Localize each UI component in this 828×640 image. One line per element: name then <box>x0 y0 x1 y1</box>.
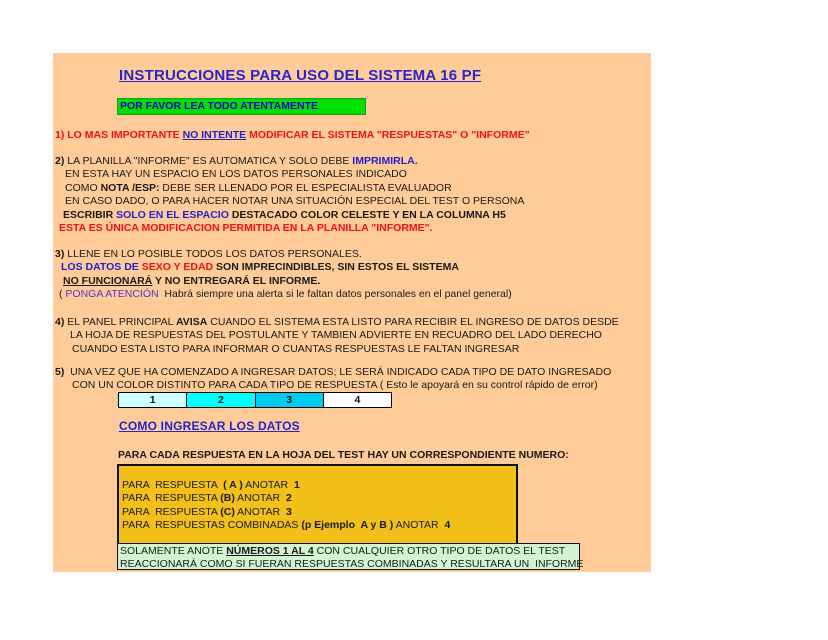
text-segment: (p Ejemplo A y B ) <box>301 519 394 532</box>
text-segment: 2 <box>285 492 292 505</box>
text-line <box>120 545 579 558</box>
text-segment: NÚMEROS 1 AL 4 <box>226 545 314 557</box>
instructions-panel <box>53 53 651 572</box>
answer-codes-box <box>117 464 518 555</box>
text-segment: SOLAMENTE ANOTE <box>120 545 227 557</box>
section-title-como-ingresar: COMO INGRESAR LOS DATOS <box>119 419 300 433</box>
instruction-item-3 <box>55 248 512 302</box>
instruction-item-1 <box>55 129 530 142</box>
text-segment: SOLO EN EL ESPACIO <box>116 208 229 221</box>
instruction-item-5 <box>55 366 611 393</box>
para-correspondiente-numero: PARA CADA RESPUESTA EN LA HOJA DEL TEST HAY UN CORRESPONDIENTE NUMERO: <box>118 449 569 461</box>
text-segment: AVISA <box>176 316 208 328</box>
text-segment: EL PANEL PRINCIPAL <box>64 316 176 328</box>
text-segment: ANOTAR <box>234 492 286 505</box>
text-segment: PARA RESPUESTA <box>122 492 221 505</box>
response-type-cell: 1 <box>118 392 187 408</box>
text-segment: EN ESTA HAY UN ESPACIO EN LOS DATOS PERSONALES INDICADO <box>65 168 407 181</box>
text-segment: CON UN COLOR DISTINTO PARA CADA TIPO DE RESPUESTA ( Esto le apoyará en su control rápido de error) <box>72 379 598 392</box>
text-segment: ( <box>59 288 66 301</box>
text-segment: NO FUNCIONARÁ <box>63 274 153 287</box>
warning-info-box <box>117 543 584 570</box>
text-segment: LA PLANILLA "INFORME" ES AUTOMATICA Y SOLO DEBE <box>64 155 353 167</box>
text-segment: 1 <box>293 479 300 491</box>
text-segment: Y NO ENTREGARÁ EL INFORME. <box>152 274 321 287</box>
text-segment: NO INTENTE <box>182 129 247 141</box>
text-line <box>55 168 524 181</box>
response-type-cell: 4 <box>324 392 392 408</box>
text-line <box>55 182 524 195</box>
text-line <box>55 379 611 392</box>
response-type-cell: 2 <box>187 392 255 408</box>
text-segment: ESCRIBIR <box>63 208 117 221</box>
text-segment: LA HOJA DE RESPUESTAS DEL POSTULANTE Y TAMBIEN ADVIERTE EN RECUADRO DEL LADO DERECHO <box>70 329 602 342</box>
text-segment: LOS DATOS DE <box>61 261 142 274</box>
text-segment: DESTACADO COLOR CELESTE Y EN LA COLUMNA H5 <box>228 208 506 221</box>
text-segment: IMPRIMIRLA. <box>352 155 418 167</box>
text-line <box>55 209 524 222</box>
text-segment: ( A ) <box>223 479 243 491</box>
text-segment: 4) <box>55 316 65 328</box>
text-segment: 1) LO MAS IMPORTANTE <box>55 129 183 141</box>
notice-banner <box>117 98 366 115</box>
text-segment: EN CASO DADO, O PARA HACER NOTAR UNA SITUACIÓN ESPECIAL DEL TEST O PERSONA <box>65 195 525 208</box>
text-segment: MODIFICAR EL SISTEMA "RESPUESTAS" O "INFORME" <box>246 129 530 141</box>
text-line <box>55 155 524 168</box>
text-segment: LLENE EN LO POSIBLE TODOS LOS DATOS PERSONALES. <box>64 248 362 260</box>
text-line <box>55 129 530 142</box>
text-segment: 3 <box>285 505 292 518</box>
text-segment: 5) <box>55 366 65 378</box>
text-segment: REACCIONARÁ COMO SI FUERAN RESPUESTAS COMBINADAS Y RESULTARA UN INFORME <box>120 557 584 570</box>
text-line <box>55 222 524 235</box>
text-line <box>55 366 611 379</box>
text-segment: PARA RESPUESTAS COMBINADAS <box>122 519 302 532</box>
text-line <box>122 479 516 492</box>
instruction-item-4 <box>55 316 619 356</box>
notice-banner-text: POR FAVOR LEA TODO ATENTAMENTE <box>120 100 318 112</box>
text-line <box>55 329 619 342</box>
text-segment: (B) <box>220 492 235 505</box>
text-line <box>55 195 524 208</box>
text-segment: PARA RESPUESTA <box>122 479 224 491</box>
text-segment: PARA RESPUESTA <box>122 505 221 518</box>
text-line <box>122 519 516 532</box>
text-segment: ANOTAR <box>242 479 294 491</box>
text-segment: Habrá siempre una alerta si le faltan datos personales en el panel general) <box>158 288 512 301</box>
text-segment: CUANDO ESTA LISTO PARA INFORMAR O CUANTAS RESPUESTAS LE FALTAN INGRESAR <box>72 342 520 355</box>
page-title: INSTRUCCIONES PARA USO DEL SISTEMA 16 PF <box>119 67 482 84</box>
text-line <box>122 492 516 505</box>
text-segment: 3) <box>55 248 65 260</box>
text-segment: DEBE SER LLENADO POR EL ESPECIALISTA EVALUADOR <box>159 181 452 194</box>
text-line <box>122 506 516 519</box>
text-segment: ESTA ES ÚNICA MODIFICACION PERMITIDA EN LA PLANILLA "INFORME". <box>59 221 433 234</box>
text-segment: NOTA /ESP: <box>100 181 160 194</box>
text-segment: CON CUALQUIER OTRO TIPO DE DATOS EL TEST <box>313 545 566 557</box>
instruction-item-2 <box>55 155 524 235</box>
text-segment: 4 <box>444 519 451 532</box>
text-line <box>55 343 619 356</box>
text-line <box>55 316 619 329</box>
response-type-color-row <box>118 392 392 408</box>
text-segment: CUANDO EL SISTEMA ESTA LISTO PARA RECIBIR EL INGRESO DE DATOS DESDE <box>207 316 619 328</box>
text-segment: 2) <box>55 155 65 167</box>
text-segment: UNA VEZ QUE HA COMENZADO A INGRESAR DATOS; LE SERÁ INDICADO CADA TIPO DE DATO INGRESADO <box>64 366 612 378</box>
text-segment: ANOTAR <box>393 519 445 532</box>
text-line <box>120 557 584 571</box>
text-segment: SEXO Y EDAD <box>141 261 214 274</box>
text-line <box>55 275 512 288</box>
response-type-cell: 3 <box>256 392 324 408</box>
text-line <box>55 261 512 274</box>
text-segment: SON IMPRECINDIBLES, SIN ESTOS EL SISTEMA <box>213 261 459 274</box>
text-segment: ANOTAR <box>234 505 286 518</box>
text-segment: PONGA ATENCIÓN <box>65 288 159 301</box>
text-segment: COMO <box>65 181 101 194</box>
text-line <box>55 288 512 301</box>
text-segment: (C) <box>220 505 235 518</box>
text-line <box>55 248 512 261</box>
